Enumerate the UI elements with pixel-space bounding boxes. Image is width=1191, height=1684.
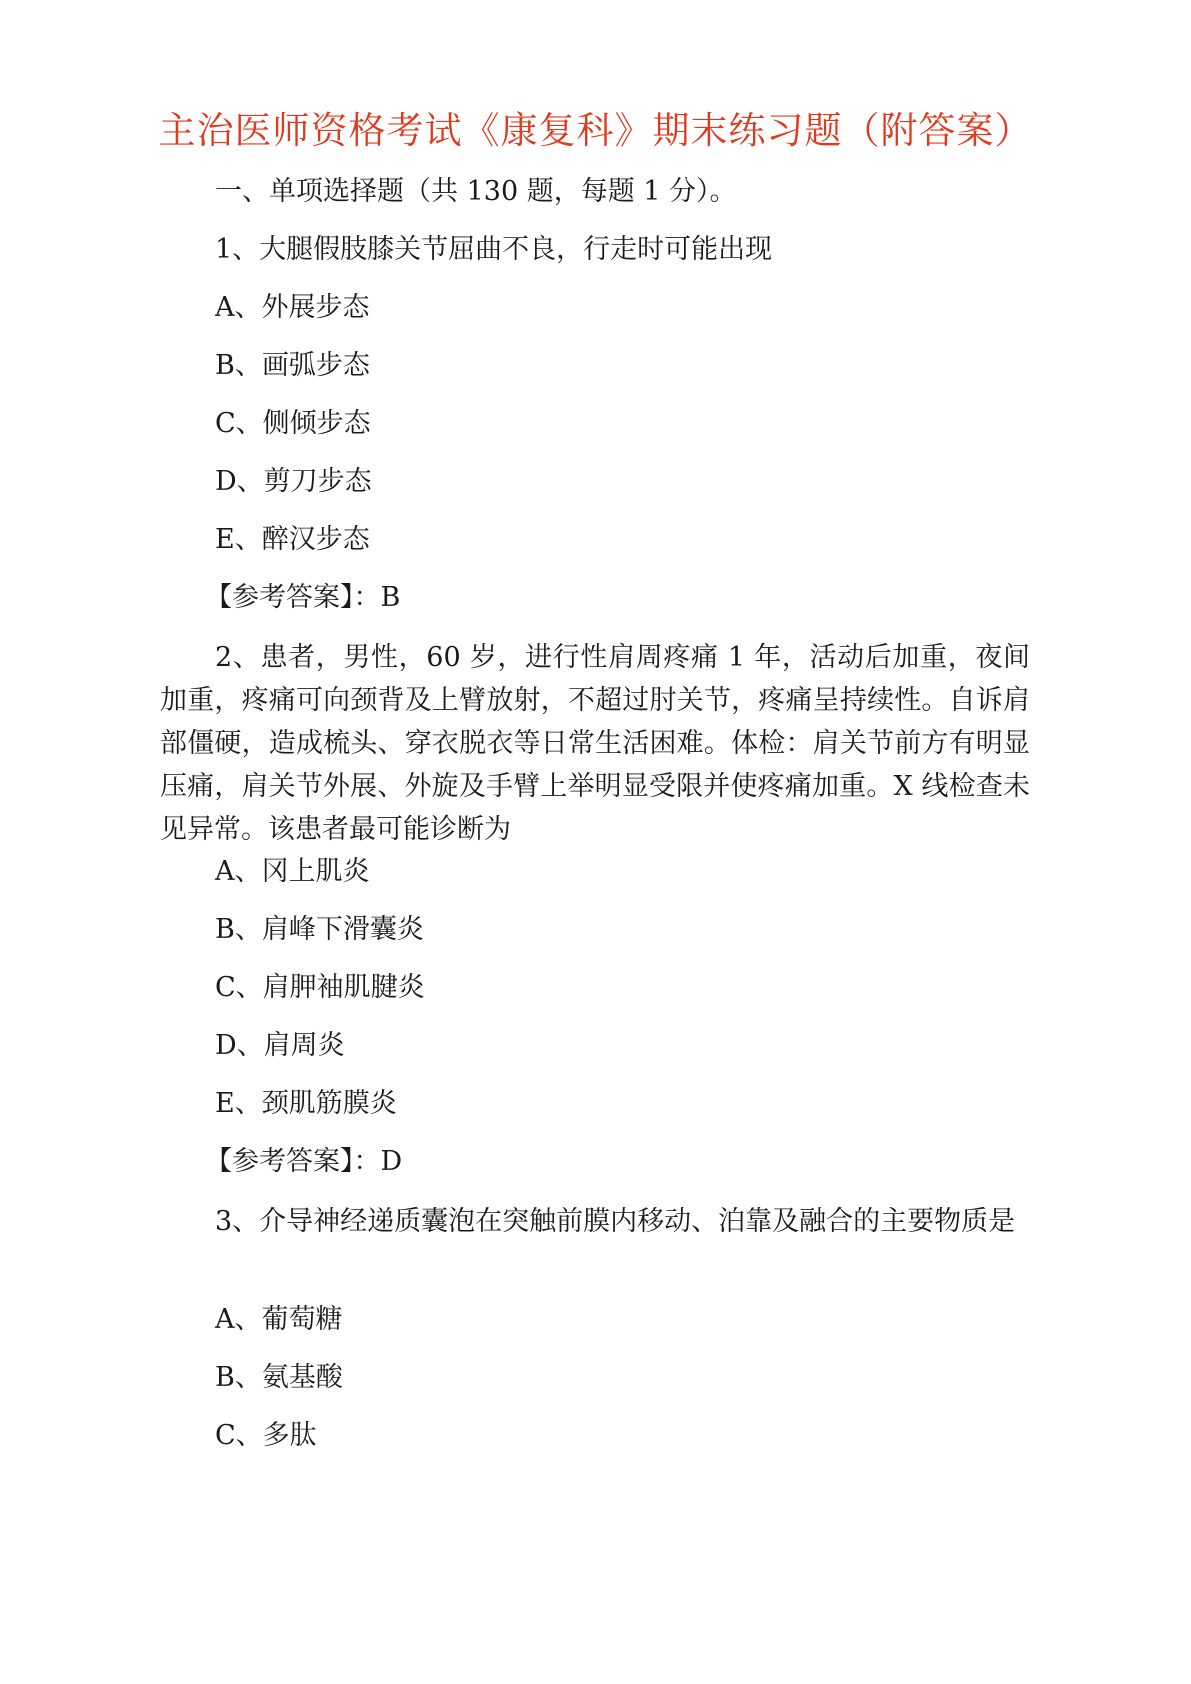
question-2-option-a: A、冈上肌炎	[215, 856, 370, 887]
question-1-option-d: D、剪刀步态	[215, 466, 372, 497]
question-1-answer: 【参考答案】：B	[205, 582, 401, 613]
section-heading: 一、单项选择题（共 130 题，每题 1 分）。	[215, 176, 737, 207]
question-3-stem: 3、介导神经递质囊泡在突触前膜内移动、泊靠及融合的主要物质是	[215, 1206, 1016, 1237]
question-1-stem: 1、大腿假肢膝关节屈曲不良，行走时可能出现	[215, 234, 773, 265]
question-1-option-c: C、侧倾步态	[215, 408, 371, 439]
question-3-option-c: C、多肽	[215, 1420, 317, 1451]
question-2-answer: 【参考答案】：D	[205, 1146, 403, 1177]
question-1-option-b: B、画弧步态	[215, 350, 370, 381]
question-1-option-e: E、醉汉步态	[215, 524, 370, 555]
question-2-option-d: D、肩周炎	[215, 1030, 345, 1061]
question-2-option-b: B、肩峰下滑囊炎	[215, 914, 424, 945]
question-3-option-a: A、葡萄糖	[215, 1304, 343, 1335]
question-1-option-a: A、外展步态	[215, 292, 370, 323]
question-3-option-b: B、氨基酸	[215, 1362, 343, 1393]
document-title: 主治医师资格考试《康复科》期末练习题（附答案）	[158, 109, 1033, 152]
question-2-option-e: E、颈肌筋膜炎	[215, 1088, 397, 1119]
question-2-option-c: C、肩胛袖肌腱炎	[215, 972, 425, 1003]
question-2-stem: 2、患者，男性，60 岁，进行性肩周疼痛 1 年，活动后加重，夜间加重，疼痛可向颈背及上臂放射，不超过肘关节，疼痛呈持续性。自诉肩部僵硬，造成梳头、穿衣脱衣等日常生活困难。体检：肩关节前方有明显压痛，肩关节外展、外旋及手臂上举明显受限并使疼痛加重。X 线检查未见异常。该患者最可能诊断为	[160, 642, 1030, 845]
